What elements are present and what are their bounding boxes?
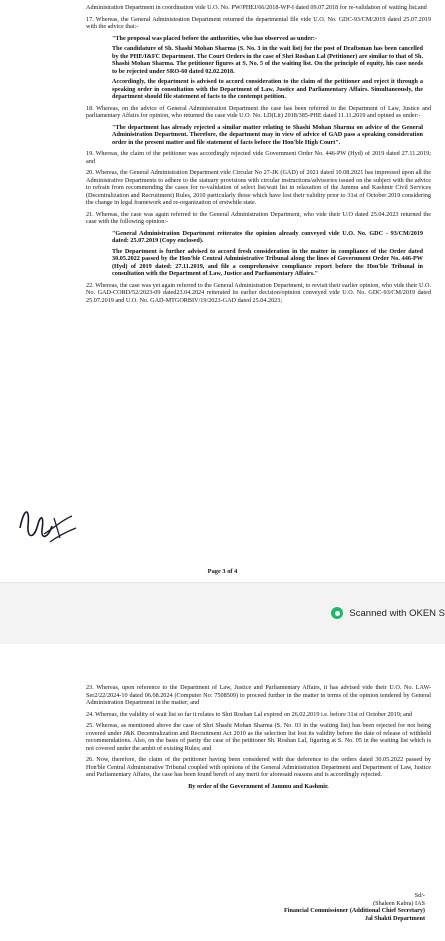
sd-mark: Sd/- [414, 892, 425, 899]
quote-21-a: "General Administration Department reiterates the opinion already conveyed vide U.O. No. GDC - 93/CM/2019 dated: 25.07.2019 (Copy enclosed). [112, 229, 423, 244]
paragraph-20: 20. Whereas, the General Administration Department vide Circular No 27-JK (GAD) of 2021 dated 10.08.2021 has impressed upon all the Administrative Departments to adhere to the statuary provisions with circular instructions/advisories issued on the subject with the advice to refrain from recommending the cases for re-validation of select list/wait list in relaxation of the Jammu and Kashmir Civil Services (Decentralization and Recruitment) Rules, 2010 particularly those which have lost their validity prior to 31st of October 2019 considering the change in legal framework and re-organization of erstwhile state. [86, 169, 431, 206]
quote-18 [112, 124, 423, 147]
paragraph-19: 19. Whereas, the claim of the petitioner was accordingly rejected vide Government Order No. 446-PW (Hyd) of 2019 dated 27.11.2019; and [86, 150, 431, 165]
quote-17 [112, 35, 423, 101]
order-line: By order of the Government of Jammu and Kashmir. [188, 782, 329, 790]
page-4-content [86, 684, 431, 796]
page-number-footer: Page 3 of 4 [207, 568, 238, 575]
scanner-label: Scanned with OKEN S [349, 607, 445, 619]
quote-17-c: Accordingly, the department is advised to accord consideration to the claim of the petitioner and reject it through a speaking order in consultation with the Department of Law, Justice and Parliamentary Affairs. Simultaneously, the department should file statement of facts to the contempt petition. [112, 78, 423, 100]
quote-17-a: "The proposal was placed before the authorities, who has observed as under:- [112, 34, 317, 42]
signatory-name: (Shaleen Kabra) IAS [373, 899, 425, 907]
paragraph-26: 26. Now, therefore, the claim of the petitioner having been considered with due deference to the orders dated 30.05.2022 passed by Hon'ble Central Administrative Tribunal coupled with opinions of the General Administration Department and Department of Law, Justice and Parliamentary Affairs, the case has been found bereft of any merit for aforesaid reasons and is accordingly rejected. [86, 756, 431, 778]
quote-17-b: The candidature of Sh. Shashi Mohan Sharma (S. No. 3 in the wait list) for the post of Draftsman has been cancelled by the PHE/I&FC Department. The Court Orders in the case of Shri Roshan Lal (Petitioner) are similar to that of Sh. Shashi Mohan Sharma. The petitioner figures at S. No. 5 of the waiting list. On the principle of equity, his case needs to be rejected under SRO-60 dated 02.02.2018. [112, 45, 423, 75]
quote-21 [112, 230, 423, 278]
scanner-strip [0, 582, 445, 646]
document-page-4 [0, 644, 445, 941]
paragraph-21: 21. Whereas, the case was again referred to the General Administration Department, who vide their U.O dated 25.04.2023 returned the case with the following opinion:- [86, 210, 431, 225]
handwritten-signature-icon [14, 498, 80, 550]
paragraph-17: 17. Whereas, the General Administration Department returned the departmental file vide U.O. No. GDC-93/CM/2019 dated 25.07.2019 with the advice that:- [86, 15, 431, 30]
paragraph-23: 23. Whereas, upon reference to the Department of Law, Justice and Parliamentary Affairs, it has advised vide their U.O. No. LAW-Ser2/22/2024-10 dated 06.08.2024 (Computer No: 7508509) to proceed further in the matter in terms of the opinion tendered by General Administration Department in the matter; and [86, 684, 431, 706]
signature-block [284, 892, 425, 922]
scanner-logo-icon [331, 607, 343, 619]
page-3-content [86, 4, 431, 308]
quote-18-text: "The department has already rejected a similar matter relating to Shashi Mohan Sharma on advice of the General Administration Department. Therefore, the department may in view of advice of GAD pass a speaking consideration order in the present matter and file statement of facts before the Hon'ble High Court". [112, 123, 423, 146]
paragraph-24: 24. Whereas, the validity of wait list so far it relates to Shri Roshan Lal expired on 26.02.2019 i.e. before 31st of October 2019; and [86, 710, 413, 718]
intro-paragraph: Administration Department in coordination vide U.O. No. PW/PHEJ/66/2018-WP-I dated 09.07.2018 for re-validation of waiting list;and [86, 4, 427, 11]
paragraph-18: 18. Whereas, on the advice of General Administration Department the case has been referred to the Department of Law, Justice and parliamentary Affairs for opinion, who returned the case vide U.O. No. LD(Lit) 2018/385-PHE dated 11.11.2019 and opined as under:- [86, 104, 431, 119]
signatory-designation: Financial Commissioner (Additional Chief Secretary) [283, 907, 425, 914]
paragraph-25: 25. Whereas, as mentioned above the case of Shri Shashi Mohan Sharma (S. No. 03 in the waiting list) has been rejected for not being covered under J&K Decentralization and Recruitment Act 2010 as the selection list lost its validity before the date of release of withheld recommendations. Also, on the basis of parity the case of the petitioner Sh. Roshan Lal, figuring at S. No. 05 in the waiting list which is not covered under the ambit of existing Rules; and [86, 722, 431, 752]
signatory-department: Jal Shakti Department [364, 914, 425, 922]
scanner-watermark [331, 607, 445, 619]
quote-21-b: The Department is further advised to accord fresh consideration in the matter in compliance of the Order dated 30.05.2022 passed by the Hon'ble Central Administrative Tribunal along the lines of Government Order No. 446-PW (Hyd) of 2019 dated: 27.11.2019, and file a comprehensive compliance report before the Hon'ble Tribunal in consultation with the Department of Law, Justice and Parliamentary Affairs." [112, 247, 423, 277]
paragraph-22: 22. Whereas, the case was yet again referred to the General Administration Department, to revisit their earlier opinion, who vide their U.O. No. GAD-CORD/52/2023-09 dated23.04.2024 reiterated its earlier decision/opinion conveyed vide U.O. No. GDC-93/CM/2019 dated 25.07.2019 and U.O. No. GAD-MTGORBIV/19/2023-GAD dated 25.04.2023; [86, 281, 431, 304]
